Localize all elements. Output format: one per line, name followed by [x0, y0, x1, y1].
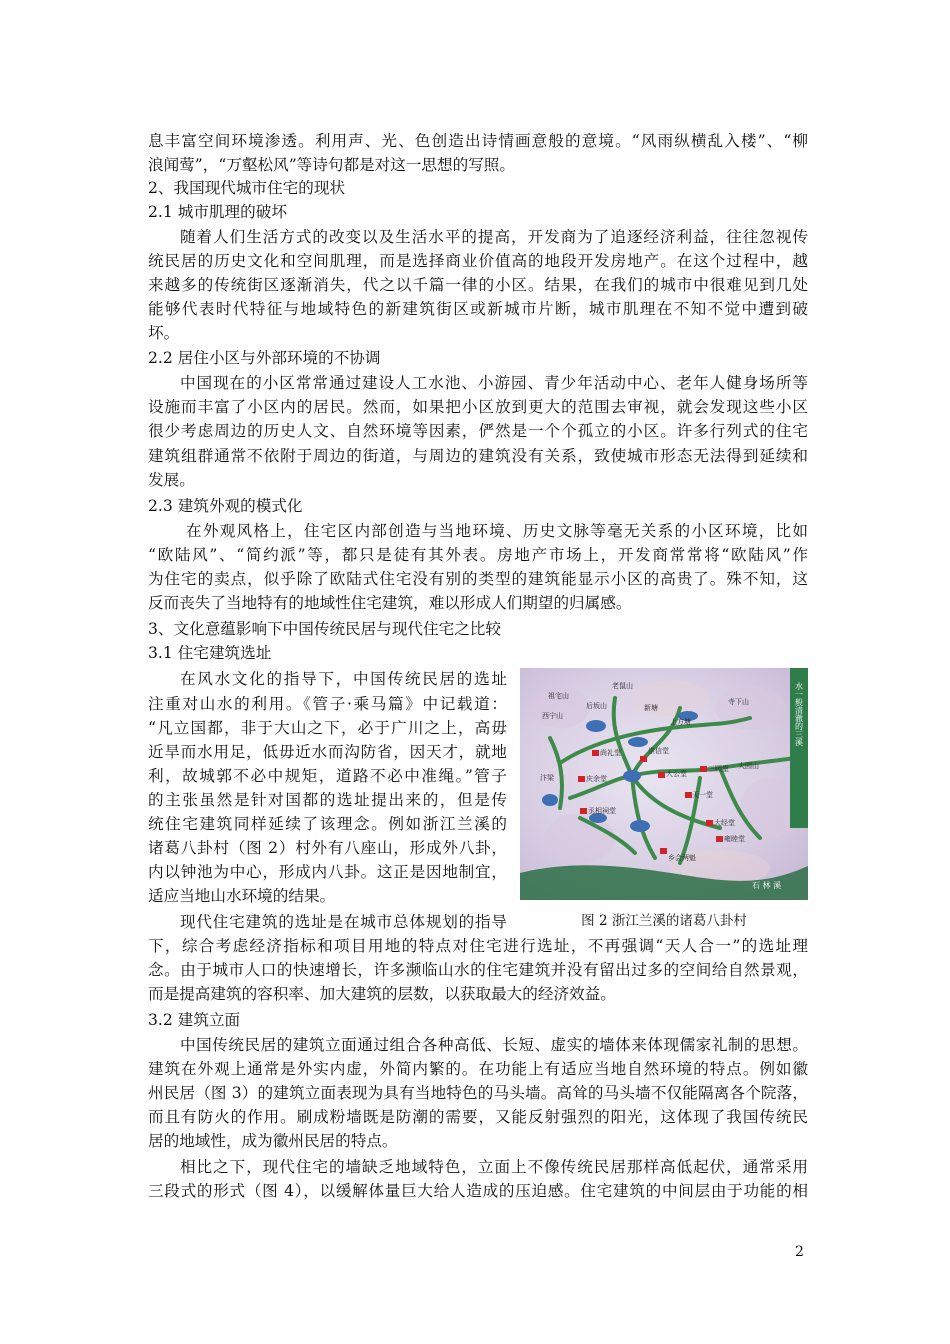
- subsection-heading: 3.2 建筑立面: [148, 1011, 241, 1029]
- text-line: 居的地域性，成为徽州民居的特点。: [148, 1132, 398, 1150]
- text-line: 浪闻莺”，“万壑松风”等诗句都是对这一思想的写照。: [148, 156, 515, 174]
- subsection-heading: 2.2 居住小区与外部环境的不协调: [148, 349, 381, 367]
- svg-text:大公堂: 大公堂: [666, 770, 687, 778]
- svg-text:丞相祠堂: 丞相祠堂: [588, 807, 616, 815]
- text-line: 内以钟池为中心，形成内八卦。这正是因地制宜，: [148, 863, 507, 881]
- text-line: 相比之下，现代住宅的墙缺乏地域特色，立面上不像传统民居那样高低起伏，通常采用: [180, 1158, 808, 1176]
- text-line: 发展。: [148, 471, 195, 489]
- text-line: 注重对山水的利用。《管子·乘马篇》中记载道：: [148, 695, 507, 713]
- text-line: 州民居（图 3）的建筑立面表现为具有当地特色的马头墙。高耸的马头墙不仅能隔离各个院落，: [148, 1084, 808, 1102]
- svg-text:祖宅山: 祖宅山: [548, 692, 569, 700]
- subsection-heading: 2.3 建筑外观的模式化: [148, 497, 303, 515]
- text-line: 建筑在外观上通常是外实内虚，外简内繁的。在功能上有适应当地自然环境的特点。例如徽: [148, 1060, 808, 1078]
- svg-text:崇信堂: 崇信堂: [648, 747, 669, 755]
- text-line: 为住宅的卖点，似乎除了欧陆式住宅没有别的类型的建筑能显示小区的高贵了。殊不知，这: [148, 570, 808, 588]
- svg-text:新塘: 新塘: [644, 704, 658, 712]
- text-line: 念。由于城市人口的快速增长，许多濒临山水的住宅建筑并没有留出过多的空间给自然景观，: [148, 961, 808, 979]
- svg-text:三顾堂: 三顾堂: [708, 765, 729, 773]
- text-line: 统住宅建筑同样延续了该理念。例如浙江兰溪的: [148, 815, 507, 833]
- subsection-heading: 3.1 住宅建筑选址: [148, 644, 272, 662]
- text-line: 坏。: [148, 324, 180, 342]
- svg-text:西宁山: 西宁山: [542, 712, 563, 720]
- text-line: 统民居的历史文化和空间肌理，而是选择商业价值高的地段开发房地产。在这个过程中，越: [148, 252, 808, 270]
- text-line: 诸葛八卦村（图 2）村外有八座山，形成外八卦，: [148, 839, 507, 857]
- svg-text:大经堂: 大经堂: [714, 819, 735, 827]
- section-heading: 3、文化意蕴影响下中国传统民居与现代住宅之比较: [148, 620, 501, 638]
- svg-text:汴梁: 汴梁: [540, 774, 554, 782]
- text-line: 利，故城郭不必中规矩，道路不必中准绳。”管子: [148, 767, 507, 785]
- svg-text:寺下山: 寺下山: [728, 698, 749, 706]
- text-line: 反而丧失了当地特有的地域性住宅建筑，难以形成人们期望的归属感。: [148, 594, 632, 612]
- svg-text:老鼠山: 老鼠山: [612, 682, 633, 690]
- subsection-heading: 2.1 城市肌理的破坏: [148, 203, 287, 221]
- text-line: 下，综合考虑经济指标和项目用地的特点对住宅进行选址，不再强调“天人合一”的选址理: [148, 937, 808, 955]
- text-line: 中国现在的小区常常通过建设人工水池、小游园、青少年活动中心、老年人健身场所等: [180, 374, 808, 392]
- text-line: 很少考虑周边的历史人文、自然环境等因素，俨然是一个个孤立的小区。许多行列式的住宅: [148, 422, 808, 440]
- text-line: “凡立国都，非于大山之下，必于广川之上，高毋: [148, 719, 507, 737]
- section-heading: 2、我国现代城市住宅的现状: [148, 179, 346, 197]
- text-line: 来越多的传统街区逐渐消失，代之以千篇一律的小区。结果，在我们的城市中很难见到几处: [148, 276, 808, 294]
- text-line: 中国传统民居的建筑立面通过组合各种高低、长短、虚实的墙体来体现儒家礼制的思想。: [180, 1036, 808, 1054]
- text-line: 而是提高建筑的容积率、加大建筑的层数，以获取最大的经济效益。: [148, 985, 616, 1003]
- svg-text:石 林 溪: 石 林 溪: [752, 881, 782, 890]
- text-line: 设施而丰富了小区内的居民。然而，如果把小区放到更大的范围去审视，就会发现这些小区: [148, 398, 808, 416]
- svg-text:后坂山: 后坂山: [586, 702, 607, 710]
- text-line: 而且有防火的作用。刷成粉墙既是防潮的需要，又能反射强烈的阳光，这体现了我国传统民: [148, 1108, 808, 1126]
- svg-text:尚礼堂: 尚礼堂: [600, 749, 621, 757]
- text-line: 建筑组群通常不依附于周边的街道，与周边的建筑没有关系，致使城市形态无法得到延续和: [148, 447, 808, 465]
- text-line: “欧陆风”、“简约派”等，都只是徒有其外表。房地产市场上，开发商常常将“欧陆风”作: [148, 546, 808, 564]
- text-line: 近旱而水用足，低毋近水而沟防省，因天才，就地: [148, 743, 507, 761]
- text-line: 在外观风格上，住宅区内部创造与当地环境、历史文脉等毫无关系的小区环境，比如: [186, 522, 808, 540]
- text-line: 能够代表时代特征与地域特色的新建筑街区或新城市片断，城市肌理在不知不觉中遭到破: [148, 300, 808, 318]
- text-line: 三段式的形式（图 4），以缓解体量巨大给人造成的压迫感。住宅建筑的中间层由于功能的相: [148, 1182, 808, 1200]
- text-line: 的主张虽然是针对国都的选址提出来的，但是传: [148, 791, 507, 809]
- svg-text:雍睦堂: 雍睦堂: [724, 835, 745, 843]
- village-map-figure: [520, 668, 808, 900]
- svg-text:乡会两魁: 乡会两魁: [668, 854, 696, 862]
- zhongchi-pond: [623, 770, 641, 782]
- svg-text:上方塘: 上方塘: [670, 718, 691, 726]
- page-number: 2: [795, 1244, 804, 1260]
- figure-caption: 图 2 浙江兰溪的诸葛八卦村: [581, 913, 747, 929]
- svg-text:水一般清澈的三溪: 水一般清澈的三溪: [794, 682, 804, 746]
- svg-text:天一堂: 天一堂: [692, 791, 713, 799]
- text-line: 现代住宅建筑的选址是在城市总体规划的指导: [180, 913, 507, 931]
- svg-text:大园山: 大园山: [738, 762, 759, 770]
- text-line: 适应当地山水环境的结果。: [148, 887, 336, 905]
- svg-text:庆余堂: 庆余堂: [586, 775, 607, 783]
- text-line: 随着人们生活方式的改变以及生活水平的提高，开发商为了追逐经济利益，往往忽视传: [180, 228, 808, 246]
- text-line: 息丰富空间环境渗透。利用声、光、色创造出诗情画意般的意境。“风雨纵横乱入楼”、“柳: [148, 132, 808, 150]
- text-line: 在风水文化的指导下，中国传统民居的选址: [180, 670, 507, 688]
